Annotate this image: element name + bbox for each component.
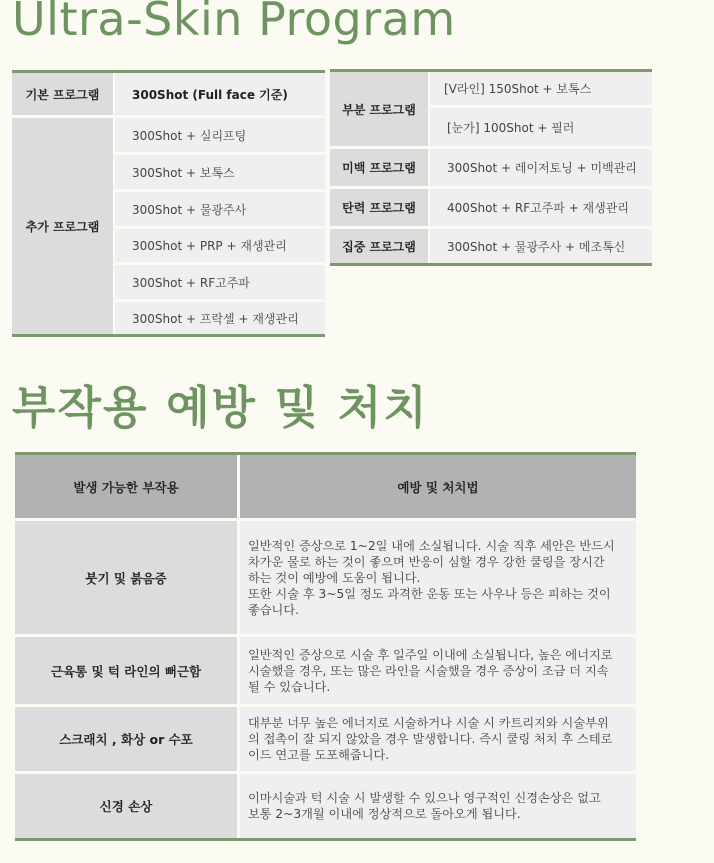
additional-program-item: 300Shot + RF고주파 <box>115 265 325 299</box>
side-effect-treatment <box>240 521 636 634</box>
side-effects-title: 부작용 예방 및 처치 <box>12 381 429 434</box>
side-effect-treatment <box>240 637 636 704</box>
treatment-line: 이드 연고를 도포해줍니다. <box>248 748 390 762</box>
additional-program-item: 300Shot + PRP + 재생관리 <box>115 229 325 262</box>
table-bottom-border <box>12 334 325 337</box>
additional-program-item: 300Shot + 물광주사 <box>115 192 325 226</box>
partial-program-item: [V라인] 150Shot + 보톡스 <box>430 72 652 105</box>
additional-program-item: 300Shot + 프락셀 + 재생관리 <box>115 302 325 334</box>
whitening-program-label: 미백 프로그램 <box>330 149 428 186</box>
elasticity-program-label: 탄력 프로그램 <box>330 189 428 226</box>
treatment-line: 될 수 있습니다. <box>248 679 331 694</box>
program-title: Ultra-Skin Program <box>12 0 456 46</box>
additional-program-item: 300Shot + 보톡스 <box>115 155 325 189</box>
basic-program-value: 300Shot (Full face 기준) <box>115 73 325 115</box>
treatment-line: 또한 시술 후 3~5일 정도 과격한 운동 또는 사우나 등은 피하는 것이 <box>248 586 611 601</box>
treatment-column-header: 예방 및 처치법 <box>240 455 636 518</box>
side-effect-treatment <box>240 774 636 838</box>
side-effect-label: 스크래치 , 화상 or 수포 <box>15 707 237 771</box>
treatment-line: 대부분 너무 높은 에너지로 시술하거나 시술 시 카트리지와 시술부위 <box>248 716 609 730</box>
side-effect-label: 근육통 및 턱 라인의 뻐근함 <box>15 637 237 704</box>
treatment-line: 좋습니다. <box>248 602 299 617</box>
treatment-line: 이마시술과 턱 시술 시 발생할 수 있으나 영구적인 신경손상은 없고 <box>248 791 601 805</box>
intensive-program-value: 300Shot + 물광주사 + 메조톡신 <box>430 229 652 263</box>
side-effect-treatment <box>240 707 636 771</box>
side-effect-label: 신경 손상 <box>15 774 237 838</box>
treatment-line: 일반적인 증상으로 시술 후 일주일 이내에 소실됩니다, 높은 에너지로 <box>248 647 613 662</box>
treatment-line: 일반적인 증상으로 1~2일 내에 소실됩니다. 시술 직후 세안은 반드시 <box>248 538 615 553</box>
effect-column-header: 발생 가능한 부작용 <box>15 455 237 518</box>
treatment-line: 보통 2~3개월 이내에 정상적으로 돌아오게 됩니다. <box>248 807 521 821</box>
partial-program-label: 부분 프로그램 <box>330 72 428 146</box>
elasticity-program-value: 400Shot + RF고주파 + 재생관리 <box>430 189 652 226</box>
additional-program-item: 300Shot + 실리프팅 <box>115 118 325 152</box>
table-bottom-border <box>15 838 636 841</box>
treatment-line: 차가운 물로 하는 것이 좋으며 반응이 심할 경우 강한 쿨링을 장시간 <box>248 554 605 569</box>
table-bottom-border <box>330 263 652 266</box>
additional-program-label: 추가 프로그램 <box>12 118 113 334</box>
basic-program-label: 기본 프로그램 <box>12 73 113 115</box>
treatment-line: 시술했을 경우, 또는 많은 라인을 시술했을 경우 증상이 조금 더 지속 <box>248 663 609 678</box>
intensive-program-label: 집중 프로그램 <box>330 229 428 263</box>
side-effect-label: 붓기 및 붉음증 <box>15 521 237 634</box>
whitening-program-value: 300Shot + 레이저토닝 + 미백관리 <box>430 149 652 186</box>
partial-program-item: [눈가] 100Shot + 필러 <box>430 108 652 146</box>
treatment-line: 의 접촉이 잘 되지 않았을 경우 발생합니다. 즉시 쿨링 처치 후 스테로 <box>248 732 613 746</box>
treatment-line: 하는 것이 예방에 도움이 됩니다. <box>248 570 421 585</box>
